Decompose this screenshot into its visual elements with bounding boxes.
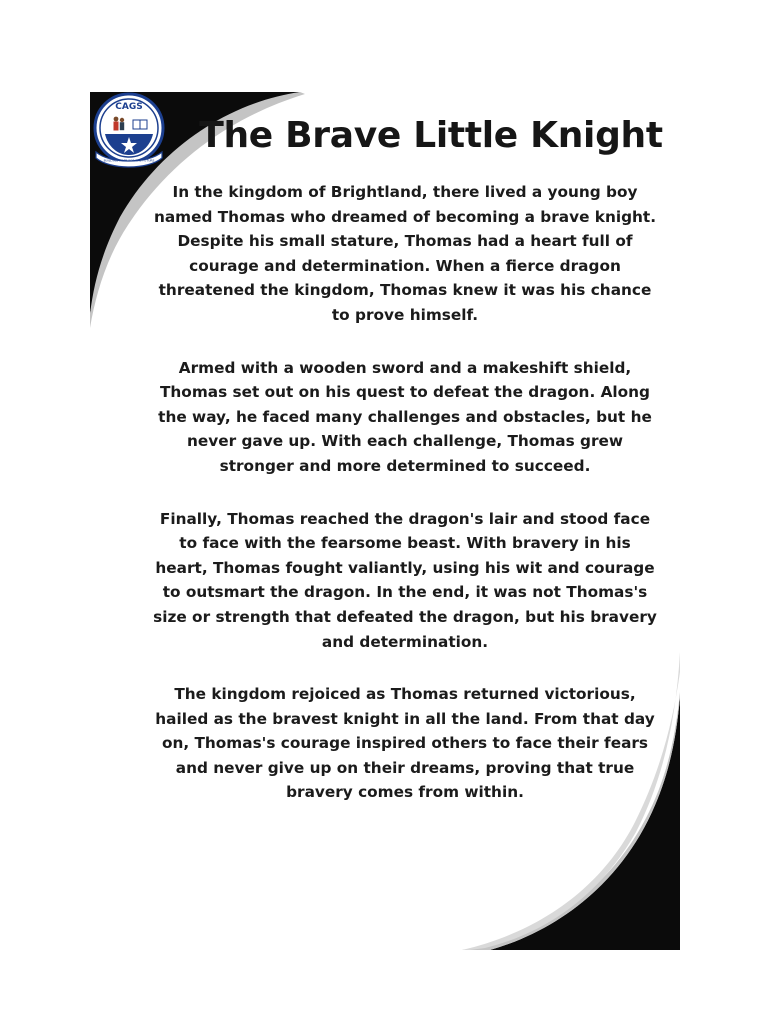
page-title: The Brave Little Knight <box>199 115 663 156</box>
story-paragraph: Finally, Thomas reached the dragon's lair and stood face to face with the fearsome beast. With bravery in his heart, Thomas fought valiantly, using his wit and courage to outsmart the dragon. In the end, it was not Thomas's size or strength that defeated the dragon, but his bravery and determination. <box>153 509 657 651</box>
logo-top-text: CAGS <box>115 102 143 112</box>
story-paragraph: In the kingdom of Brightland, there lived a young boy named Thomas who dreamed of becoming a brave knight. Despite his small stature, Thomas had a heart full of courage and determination. When a fierce dragon threatened the kingdom, Thomas knew it was his chance to prove himself. <box>153 183 657 324</box>
poster-page <box>90 92 680 950</box>
story-body <box>152 180 658 833</box>
logo-ribbon-text: BUILDING HOPE FOR THE FUTURE <box>103 158 155 163</box>
story-paragraph: The kingdom rejoiced as Thomas returned victorious, hailed as the bravest knight in all the land. From that day on, Thomas's courage inspired others to face their fears and never give up on their dreams, proving that true bravery comes from within. <box>155 685 655 802</box>
story-paragraph: Armed with a wooden sword and a makeshift shield, Thomas set out on his quest to defeat the dragon. Along the way, he faced many challenges and obstacles, but he never gave up. With each challenge, Thomas grew stronger and more determined to succeed. <box>158 358 652 475</box>
school-crest-icon <box>92 92 166 170</box>
